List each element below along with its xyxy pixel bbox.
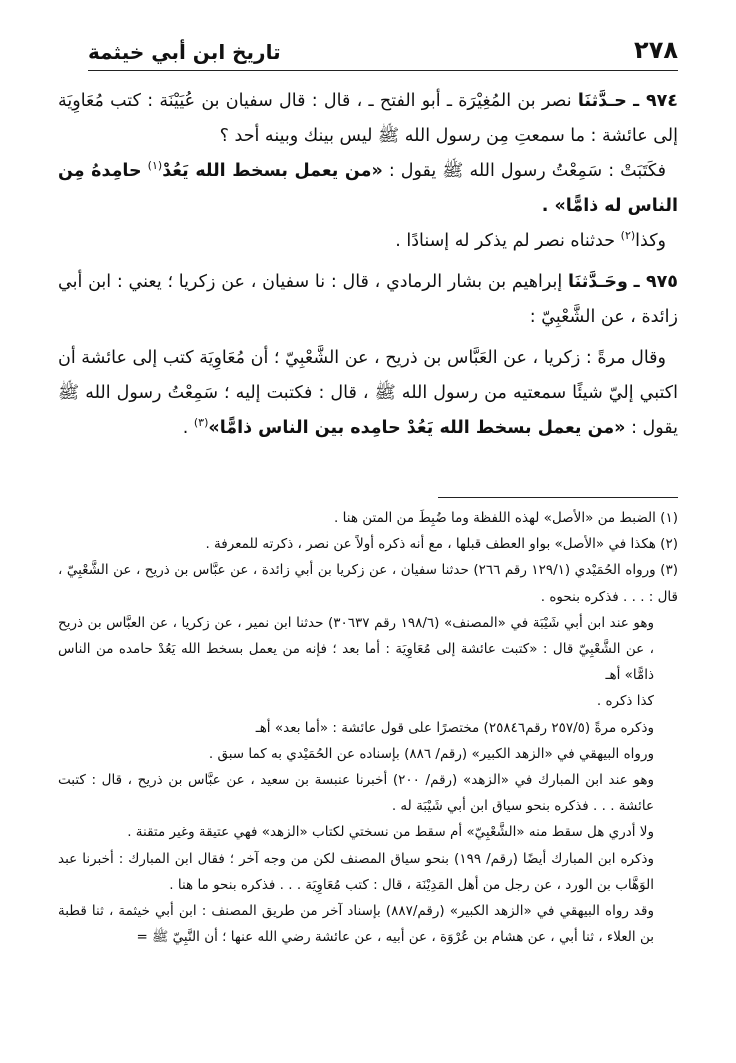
note-end: حدثناه نصر لم يذكر له إسنادًا .: [395, 231, 616, 251]
page-header: [88, 32, 678, 71]
hadith-number: ٩٧٥ ـ: [633, 272, 678, 292]
footnote-3-continuation: وهو عند ابن المبارك في «الزهد» (رقم/ ٢٠٠) أخبرنا عنبسة بن سعيد ، عن عبَّاس بن ذريح ، قال : كتبت عائشة . . . فذكره بنحو سياق ابن أبي شَيْبَة له .: [58, 772, 654, 815]
isnad-text: إبراهيم بن بشار الرمادي ، قال : نا سفيان ، عن زكريا ؛ يعني : ابن أبي زائدة ، عن الشَّعْبِيّ :: [58, 272, 678, 327]
haddathana-formula: حـدَّثنَا: [577, 91, 627, 111]
footnote-3-continuation: ورواه البيهقي في «الزهد الكبير» (رقم/ ٨٨٦) بإسناده عن الحُمَيْدي به كما سبق .: [208, 745, 654, 762]
footnote-ref-3[interactable]: (٣): [193, 416, 209, 430]
footnote-1: (١) الضبط من «الأصل» لهذه اللفظة وما ضُبِطَ من المتن هنا .: [334, 510, 678, 526]
hadith-974: [58, 84, 678, 154]
note-start: وكذا: [635, 231, 666, 251]
matn-end: .: [182, 418, 189, 438]
footnote-3-continuation: وذكره ابن المبارك أيضًا (رقم/ ١٩٩) بنحو سياق المصنف لكن من وجه آخر ؛ فقال ابن المبارك : أخبرنا عبد الوَهَّاب بن الورد ، عن رجل من أهل المَدِيْنَة ، قال : كتب مُعَاوِيَة . . . فذكره بنحو ما هنا .: [58, 850, 654, 893]
footnote-3-continuation: وذكره مرةً (٢٥٧/٥ رقم٢٥٨٤٦) مختصرًا على قول عائشة : «أما بعد» أهـ: [255, 719, 654, 736]
footnote-3-continuation: وهو عند ابن أبي شَيْبَة في «المصنف» (١٩٨/٦ رقم ٣٠٦٣٧) حدثنا ابن نمير ، عن زكريا ، عن العبَّاس بن ذريح ، عن الشَّعْبِيّ قال : «كتبت عائشة إلى مُعَاوِيَة : أما بعد ؛ فإنه من يعمل بسخط الله يَعُدْ حامده من الناس ذامًّا» أهـ: [58, 614, 654, 684]
running-title: تاريخ ابن أبي خيثمة: [88, 40, 281, 64]
footnote-3-continuation: وقد رواه البيهقي في «الزهد الكبير» (رقم/٨٨٧) بإسناد آخر من طريق المصنف : ابن أبي خيثمة ، ثنا قطبة بن العلاء ، ثنا أبي ، عن هشام بن عُرْوَة ، عن أبيه ، عن عائشة رضي الله عنها ؛ أن النَّبِيّ ﷺ =: [58, 903, 654, 946]
footnote-3: (٣) ورواه الحُمَيْدي (١٢٩/١ رقم ٢٦٦) حدثنا سفيان ، عن زكريا بن أبي زائدة ، عن عبَّاس بن ذريح ، عن الشَّعْبِيّ ، قال : . . . فذكره بنحوه .: [58, 562, 678, 605]
isnad-text: نصر بن المُغِيْرَة ـ أبو الفتح ـ ، قال : قال سفيان بن عُيَيْنَة : كتب مُعَاوِيَة إلى عائشة : ما سمعتِ مِن رسول الله ﷺ ليس بينك وبينه أحد ؟: [58, 91, 678, 146]
haddathana-formula: وحَـدَّثنَا: [568, 272, 628, 292]
main-text: [58, 84, 678, 446]
footnote-divider: [438, 497, 678, 498]
hadith-974-matn: [58, 154, 678, 224]
matn-intro: وقال مرةً : زكريا ، عن العَبَّاس بن ذريح ، عن الشَّعْبِيّ ؛ أن مُعَاوِيَة كتب إلى عائشة أن اكتبي إليّ شيئًا سمعتيه من رسول الله ﷺ ، قال : فكتبت إليه ؛ سَمِعْتُ رسول الله ﷺ يقول :: [58, 348, 678, 438]
hadith-975-matn: [58, 341, 678, 446]
note-paragraph: [58, 224, 678, 259]
footnote-ref-1[interactable]: (١): [147, 159, 163, 173]
matn-intro: فكَتَبَتْ : سَمِعْتُ رسول الله ﷺ يقول :: [388, 161, 666, 181]
footnote-2: (٢) هكذا في «الأصل» بواو العطف قبلها ، مع أنه ذكره أولاً عن نصر ، ذكرته للمعرفة .: [205, 536, 678, 553]
matn-quote: «من يعمل بسخط الله يَعُدْ حامِده بين الناس ذامًّا»: [208, 418, 626, 438]
footnote-3-continuation: ولا أدري هل سقط منه «الشَّعْبِيّ» أم سقط من نسختي لكتاب «الزهد» فهي عتيقة وغير متقنة .: [127, 824, 654, 841]
page-number: ٢٧٨: [634, 36, 678, 64]
hadith-975: [58, 265, 678, 335]
hadith-number: ٩٧٤ ـ: [633, 91, 678, 111]
footnote-ref-2[interactable]: (٢): [620, 229, 636, 243]
matn-quote-start: «من يعمل بسخط الله يَعُدْ: [162, 161, 383, 181]
footnote-3-continuation: كذا ذكره .: [596, 693, 654, 710]
footnotes: [58, 505, 678, 950]
matn-quote-end: حامِدهُ مِن الناس له ذامًّا» .: [58, 161, 678, 216]
